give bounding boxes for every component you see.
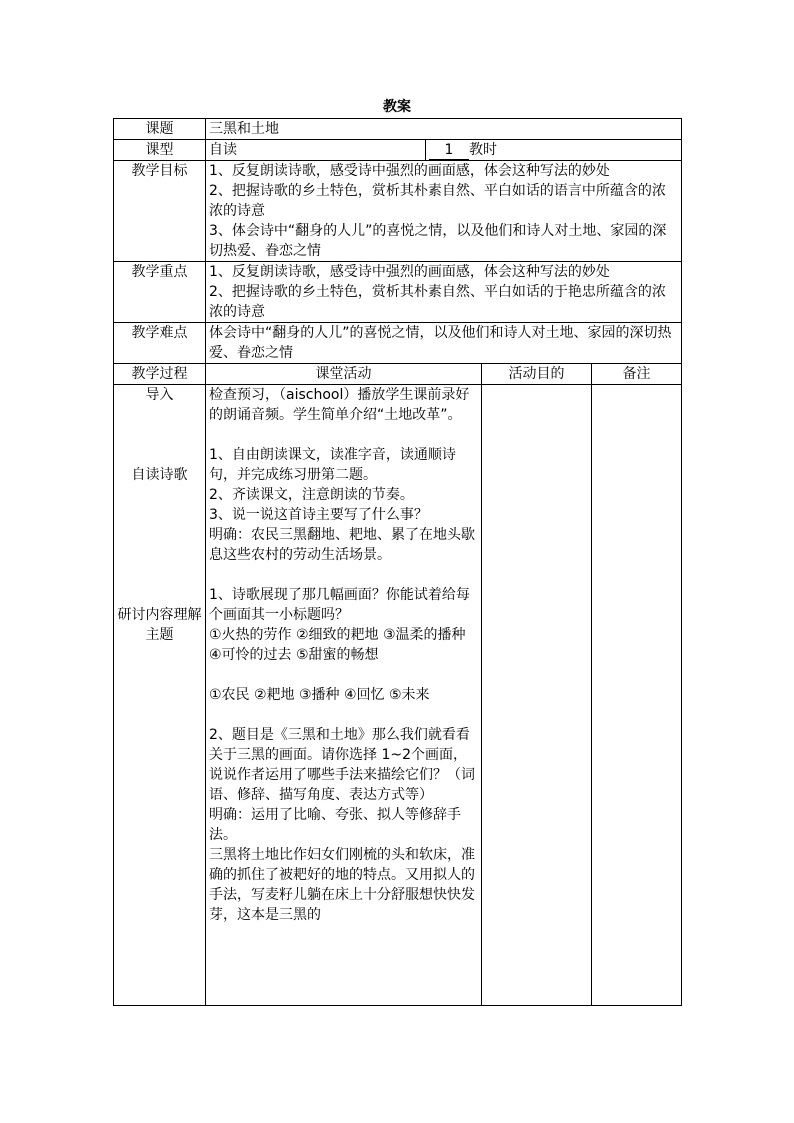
- goals-content: [206, 161, 682, 262]
- process-body-row: [114, 385, 682, 1006]
- note-content: [592, 385, 682, 1006]
- difficulty-label: 教学难点: [114, 323, 206, 364]
- activity-header: 课堂活动: [206, 364, 482, 385]
- intro-text: 检查预习，（aischool）播放学生课前录好的朗诵音频。学生简单介绍“土地改革”。: [209, 387, 470, 423]
- type-value: 自读: [206, 140, 426, 161]
- step-self-reading: 自读诗歌: [131, 467, 188, 483]
- discussion-titles: ①火热的劳作 ②细致的耙地 ③温柔的播种 ④可怜的过去 ⑤甜蜜的畅想: [209, 627, 466, 663]
- document-title: 教案: [383, 99, 411, 115]
- topic-row: [114, 119, 682, 140]
- note-header: 备注: [592, 364, 682, 385]
- hours-number: 1: [429, 142, 469, 160]
- activity-content: [206, 385, 482, 1006]
- type-row: [114, 140, 682, 161]
- reading-task-2: 2、齐读课文，注意朗读的节奏。: [209, 487, 414, 503]
- process-header: 教学过程: [114, 364, 206, 385]
- discussion-question-2: 2、题目是《三黑和土地》那么我们就看看关于三黑的画面。请你选择 1~2个画面，说说作者运用了哪些手法来描绘它们？（词语、修辞、描写角度、表达方式等）: [209, 727, 475, 803]
- focus-item: 1、反复朗读诗歌，感受诗中强烈的画面感，体会这种写法的妙处: [209, 264, 610, 280]
- difficulty-row: [114, 323, 682, 364]
- discussion-analysis: 三黑将土地比作妇女们刚梳的头和软床，准确的抓住了被耙好的地的特点。又用拟人的手法，写麦籽儿躺在床上十分舒服想快快发芽，这本是三黑的: [209, 847, 475, 923]
- process-steps: [114, 385, 206, 1006]
- goal-item: 3、体会诗中“翻身的人儿”的喜悦之情，以及他们和诗人对土地、家园的深切热爱、眷恋之情: [209, 223, 667, 259]
- focus-label: 教学重点: [114, 262, 206, 323]
- hours-unit: 教时: [469, 142, 497, 158]
- focus-content: [206, 262, 682, 323]
- discussion-answer: 明确：运用了比喻、夸张、拟人等修辞手法。: [209, 807, 461, 843]
- goal-item: 2、把握诗歌的乡土特色，赏析其朴素自然、平白如话的语言中所蕴含的浓浓的诗意: [209, 183, 666, 219]
- lesson-plan-table: [113, 118, 682, 1006]
- focus-row: [114, 262, 682, 323]
- discussion-short-titles: ①农民 ②耙地 ③播种 ④回忆 ⑤未来: [209, 687, 430, 703]
- type-label: 课型: [114, 140, 206, 161]
- goal-item: 1、反复朗读诗歌，感受诗中强烈的画面感，体会这种写法的妙处: [209, 163, 610, 179]
- focus-item: 2、把握诗歌的乡土特色，赏析其朴素自然、平白如话的于艳忠所蕴含的浓浓的诗意: [209, 284, 666, 320]
- discussion-question-1: 1、诗歌展现了那几幅画面？你能试着给每个画面其一小标题吗？: [209, 587, 470, 623]
- topic-value: 三黑和土地: [206, 119, 682, 140]
- step-intro: 导入: [145, 387, 174, 403]
- hours-cell: [426, 140, 682, 161]
- goals-row: [114, 161, 682, 262]
- reading-task-3: 3、说一说这首诗主要写了什么事？: [209, 507, 428, 523]
- purpose-content: [482, 385, 592, 1006]
- step-discussion: 研讨内容理解主题: [117, 607, 202, 643]
- process-header-row: [114, 364, 682, 385]
- reading-task-1: 1、自由朗读课文，读准字音，读通顺诗句，并完成练习册第二题。: [209, 447, 456, 483]
- difficulty-content: 体会诗中“翻身的人儿”的喜悦之情，以及他们和诗人对土地、家园的深切热爱、眷恋之情: [206, 323, 682, 364]
- reading-answer: 明确：农民三黑翻地、耙地、累了在地头歇息这些农村的劳动生活场景。: [209, 527, 475, 563]
- topic-label: 课题: [114, 119, 206, 140]
- purpose-header: 活动目的: [482, 364, 592, 385]
- goals-label: 教学目标: [114, 161, 206, 262]
